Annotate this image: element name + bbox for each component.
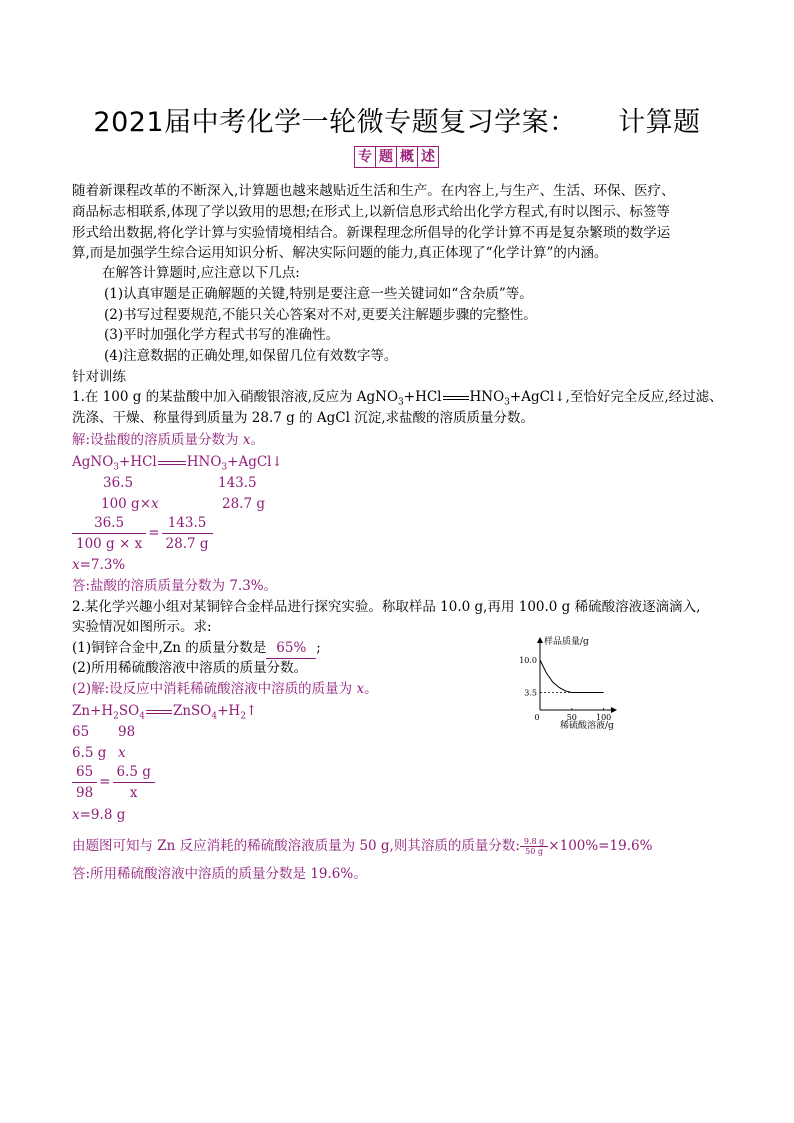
q1-amount-b: 28.7 g — [222, 496, 265, 512]
q1-answer: 答:盐酸的溶质质量分数为 7.3%。 — [72, 578, 278, 594]
intro-point: (4)注意数据的正确处理,如保留几位有效数字等。 — [104, 348, 398, 364]
mass-chart — [510, 632, 620, 734]
q2-equation: $Zn+H_2SO_4$ $ZnSO_4+H_2↑$ — [72, 703, 258, 722]
badge-char: 述 — [421, 149, 435, 165]
q2-sub1: (1)铜锌合金中,Zn 的质量分数是 65% ; — [72, 638, 321, 659]
q1-line: 1.在 100 g 的某盐酸中加入硝酸银溶液,反应为 AgNO$_3$+HCl $HNO_3+AgCl↓$,至恰好完全反应,经过滤、 — [72, 389, 723, 408]
intro-line: 算,而是加强学生综合运用知识分析、解决实际问题的能力,真正体现了“化学计算”的内涵。 — [72, 245, 608, 261]
q2-sub2: (2)所用稀硫酸溶液中溶质的质量分数。 — [72, 660, 308, 676]
q1-solve: 解:设盐酸的溶质质量分数为 x。 — [72, 432, 264, 448]
q2-amount-b: x — [118, 745, 126, 761]
q2-mass-a: 65 — [72, 724, 90, 740]
intro-point: (3)平时加强化学方程式书写的准确性。 — [104, 327, 340, 343]
q2-answer: 答:所用稀硫酸溶液中溶质的质量分数是 19.6%。 — [72, 866, 367, 882]
q2-conclusion: 由题图可知与 Zn 反应消耗的稀硫酸溶液质量为 50 g,则其溶质的质量分数: $\frac{9.8 g}{50 g}$ ×100%=19.6% — [72, 837, 653, 856]
q1-result: x=7.3% — [72, 557, 126, 573]
q1-mass-b: 143.5 — [218, 475, 257, 491]
intro-point: (2)书写过程要规范,不能只关心答案对不对,更要关注解题步骤的完整性。 — [104, 307, 537, 323]
q1-line: 洗涤、干燥、称量得到质量为 28.7 g 的 AgCl 沉淀,求盐酸的溶质质量分数。 — [72, 410, 534, 426]
q2-amount-a: 6.5 g — [72, 745, 107, 761]
q2-solve: (2)解:设反应中消耗稀硫酸溶液中溶质的质量为 x。 — [72, 681, 378, 697]
q2-result: x=9.8 g — [72, 807, 126, 823]
badge-char: 题 — [376, 147, 397, 167]
intro-note: 在解答计算题时,应注意以下几点: — [102, 265, 300, 281]
y-tick-label: 3.5 — [524, 688, 537, 698]
q1-mass-a: 36.5 — [103, 475, 134, 491]
section-label: 针对训练 — [72, 369, 126, 385]
intro-line: 商品标志相联系,体现了学以致用的思想;在形式上,以新信息形式给出化学方程式,有时以图示、标签等 — [72, 204, 670, 220]
intro-point: (1)认真审题是正确解题的关键,特别是要注意一些关键词如“含杂质”等。 — [104, 286, 533, 302]
q2-proportion: $\frac{65}{98}$ = $\frac{6.5 g}{x}$ — [72, 762, 155, 803]
x-tick-label: 50 — [566, 713, 577, 722]
y-axis-label: 样品质量/g — [544, 637, 589, 647]
badge-char: 概 — [397, 147, 418, 167]
x-tick-label: 0 — [534, 713, 540, 722]
x-axis-label: 稀硫酸溶液/g — [560, 721, 614, 731]
page-title: 2021届中考化学一轮微专题复习学案： 计算题 — [93, 107, 701, 138]
series-line — [540, 660, 604, 693]
y-tick-label: 10.0 — [519, 656, 537, 665]
badge-char: 专 — [355, 147, 376, 167]
q2-line: 实验情况如图所示。求: — [72, 619, 212, 635]
intro-line: 随着新课程改革的不断深入,计算题也越来越贴近生活和生产。在内容上,与生产、生活、环保、医疗、 — [72, 183, 675, 199]
q2-mass-b: 98 — [118, 724, 136, 740]
q2-line: 2.某化学兴趣小组对某铜锌合金样品进行探究实验。称取样品 10.0 g,再用 100.0 g 稀硫酸溶液逐滴滴入, — [72, 599, 701, 615]
intro-line: 形式给出数据,将化学计算与实验情境相结合。新课程理念所倡导的化学计算不再是复杂繁琐的数学运 — [72, 225, 671, 241]
q1-proportion: $\frac{36.5}{100 g \times x}$ = $\frac{143.5}{28.7 g}$ — [72, 513, 213, 554]
x-tick-label: 100 — [595, 713, 612, 722]
q1-amount-a: 100 g×x — [101, 496, 159, 512]
q1-equation: AgNO$_3$+HCl $HNO_3+AgCl↓$ — [72, 454, 283, 473]
section-badge — [354, 146, 439, 168]
